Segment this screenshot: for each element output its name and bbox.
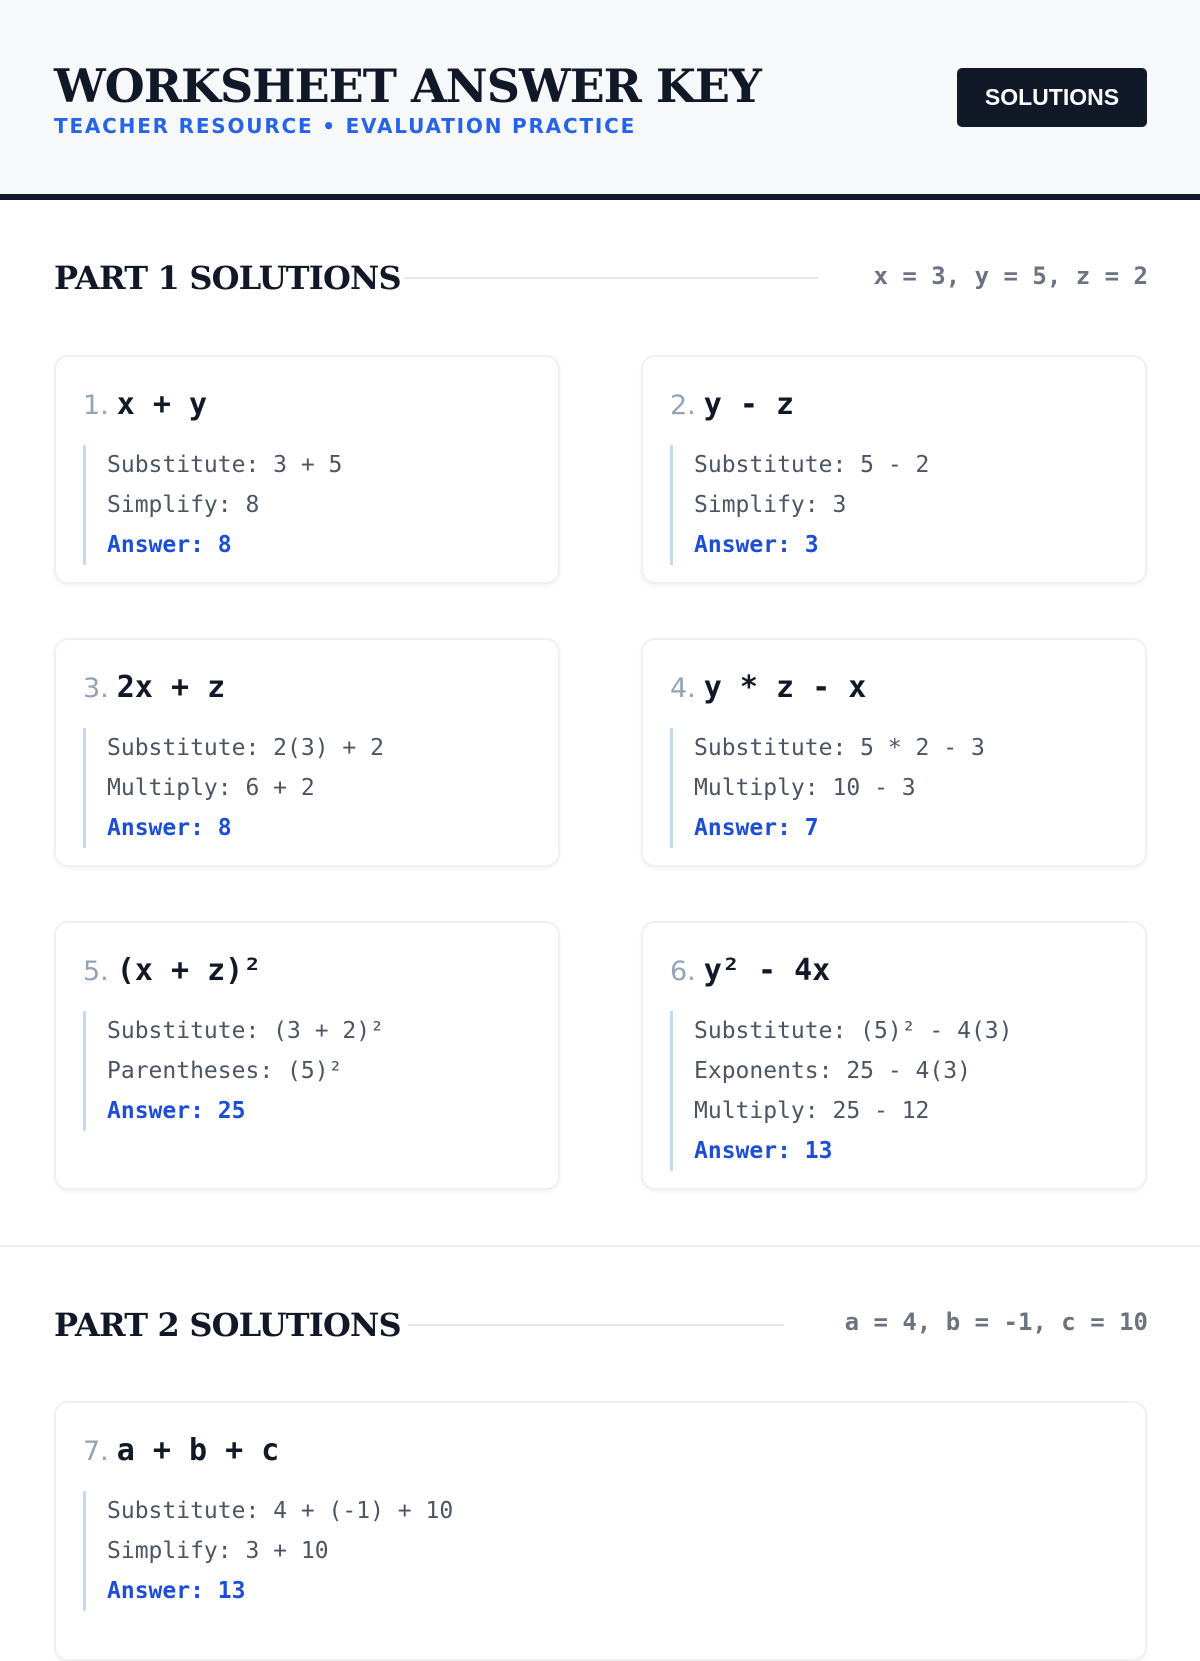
problem-number: 3. [83, 673, 109, 704]
problem-expression: a + b + c [116, 1433, 280, 1468]
solution-answer: Answer: 13 [107, 1578, 246, 1604]
solution-answer: Answer: 3 [694, 532, 819, 558]
problem-expression: 2x + z [116, 670, 226, 705]
solution-step: Substitute: 2(3) + 2 [107, 735, 384, 761]
solution-step: Exponents: 25 - 4(3) [694, 1058, 971, 1084]
problem-expression: y - z [703, 387, 795, 422]
solution-step: Multiply: 25 - 12 [694, 1098, 930, 1124]
problem-expression: x + y [116, 387, 208, 422]
problem-card-6 [641, 921, 1147, 1190]
part2-variables: a = 4, b = -1, c = 10 [844, 1308, 1148, 1336]
part2-title: PART 2 SOLUTIONS [54, 1306, 401, 1344]
part1-title: PART 1 SOLUTIONS [54, 259, 401, 297]
solution-steps [83, 1491, 453, 1611]
solution-step: Parentheses: (5)² [107, 1058, 343, 1084]
section-rule [404, 277, 818, 279]
solution-step: Substitute: 5 * 2 - 3 [694, 735, 985, 761]
solution-step: Substitute: (5)² - 4(3) [694, 1018, 1013, 1044]
problem-number: 7. [83, 1436, 109, 1467]
problem-expression: (x + z)² [116, 953, 262, 988]
section-rule [408, 1324, 784, 1326]
problem-number: 4. [670, 673, 696, 704]
solution-answer: Answer: 25 [107, 1098, 246, 1124]
solution-step: Simplify: 3 [694, 492, 847, 518]
problem-card-7 [54, 1401, 1147, 1661]
problem-number: 5. [83, 956, 109, 987]
solution-answer: Answer: 13 [694, 1138, 833, 1164]
solution-answer: Answer: 8 [107, 532, 232, 558]
problem-card-5 [54, 921, 560, 1190]
solution-answer: Answer: 8 [107, 815, 232, 841]
solution-step: Substitute: (3 + 2)² [107, 1018, 384, 1044]
solution-step: Simplify: 8 [107, 492, 260, 518]
problem-expression: y * z - x [703, 670, 867, 705]
solution-answer: Answer: 7 [694, 815, 819, 841]
part1-variables: x = 3, y = 5, z = 2 [873, 262, 1148, 290]
solution-steps [670, 728, 985, 848]
page-header [0, 0, 1200, 200]
solution-step: Multiply: 6 + 2 [107, 775, 315, 801]
solution-steps [670, 445, 929, 565]
page-subtitle: TEACHER RESOURCE • EVALUATION PRACTICE [54, 114, 637, 138]
problem-card-2 [641, 355, 1147, 584]
solution-steps [83, 728, 384, 848]
page-title: WORKSHEET ANSWER KEY [54, 59, 761, 113]
solution-step: Simplify: 3 + 10 [107, 1538, 329, 1564]
problem-number: 1. [83, 390, 109, 421]
solution-step: Substitute: 4 + (-1) + 10 [107, 1498, 454, 1524]
solutions-badge: SOLUTIONS [957, 68, 1147, 127]
problem-card-4 [641, 638, 1147, 867]
problem-expression: y² - 4x [703, 953, 831, 988]
solution-step: Substitute: 3 + 5 [107, 452, 343, 478]
solution-steps [83, 445, 342, 565]
problem-number: 6. [670, 956, 696, 987]
problem-card-3 [54, 638, 560, 867]
solution-steps [670, 1011, 1013, 1171]
solution-step: Substitute: 5 - 2 [694, 452, 930, 478]
section-divider [0, 1245, 1200, 1247]
problem-number: 2. [670, 390, 696, 421]
solution-step: Multiply: 10 - 3 [694, 775, 916, 801]
problem-card-1 [54, 355, 560, 584]
solution-steps [83, 1011, 384, 1131]
